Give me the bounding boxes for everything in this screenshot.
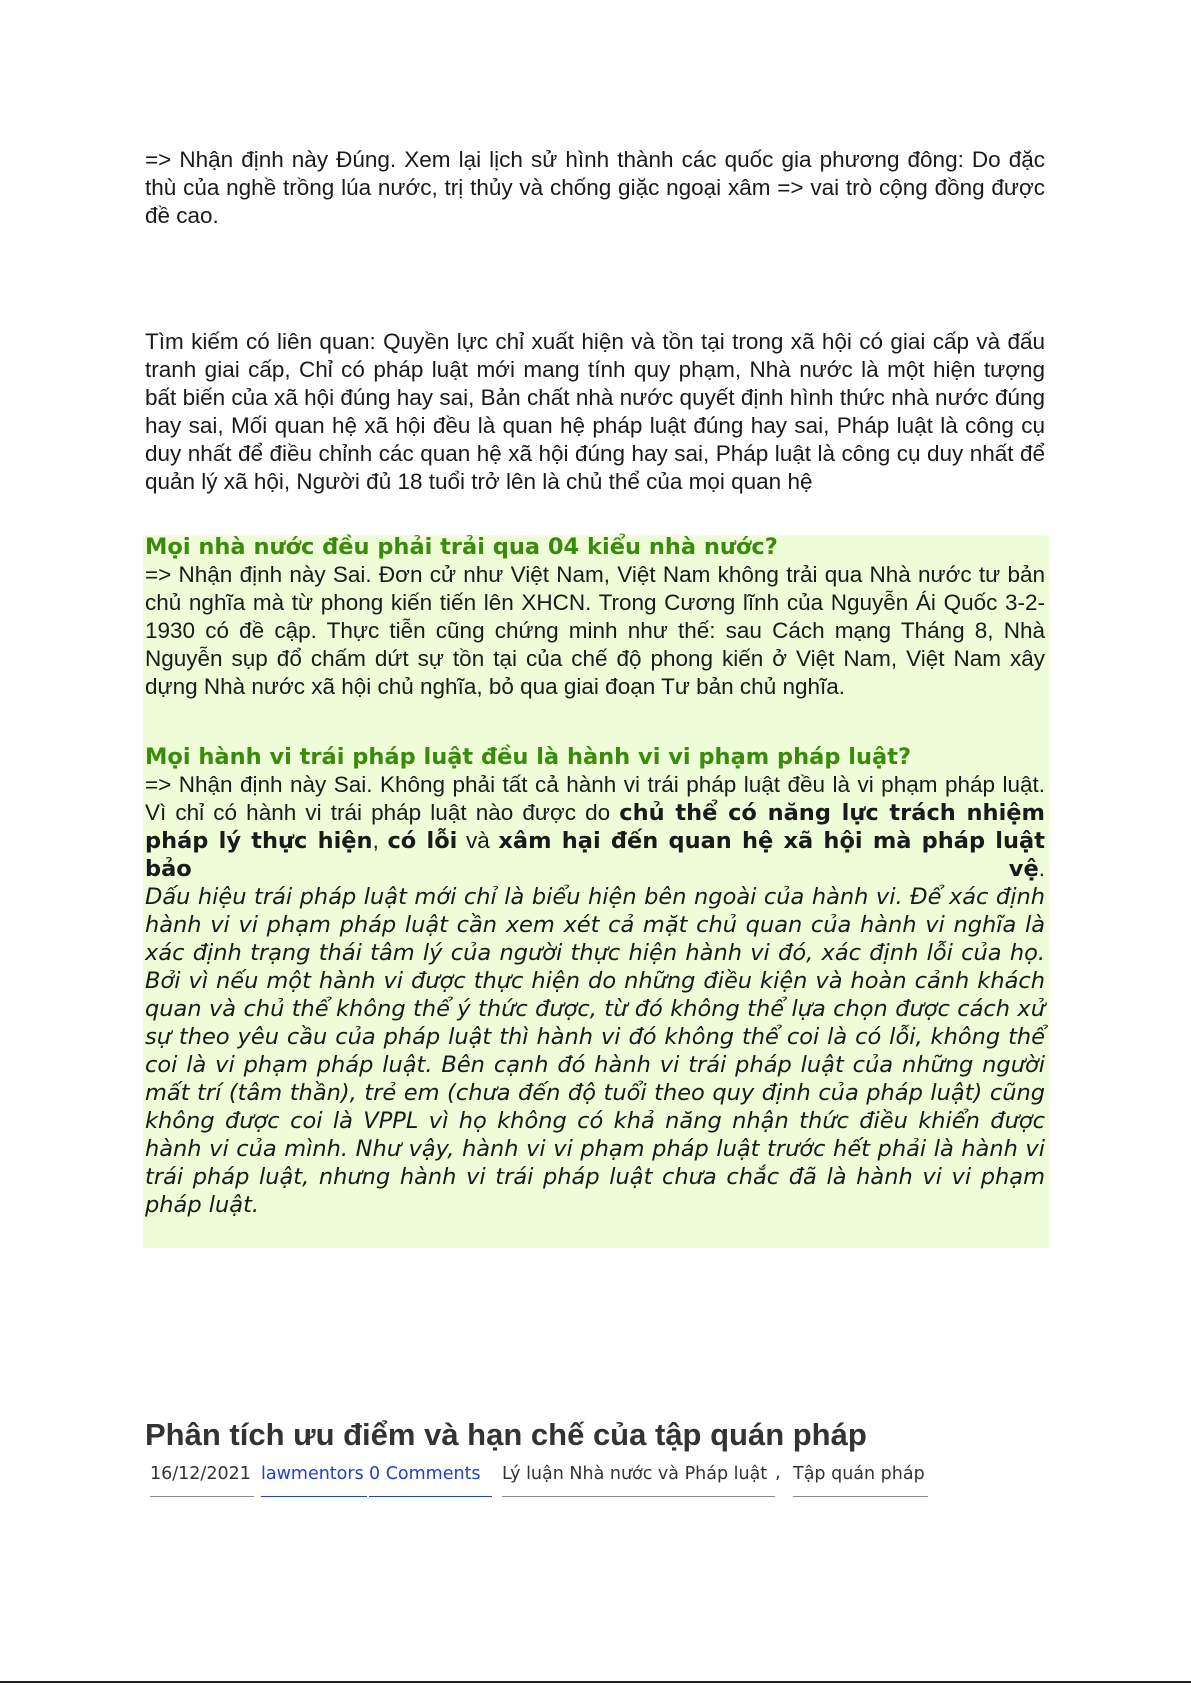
category-separator: , xyxy=(775,1462,781,1483)
question-title-1: Mọi nhà nước đều phải trải qua 04 kiểu nhà nước? xyxy=(145,534,778,560)
post-title[interactable]: Phân tích ưu điểm và hạn chế của tập quán pháp xyxy=(145,1417,867,1452)
question-title-2: Mọi hành vi trái pháp luật đều là hành vi vi phạm pháp luật? xyxy=(145,744,911,770)
post-date[interactable]: 16/12/2021 xyxy=(150,1462,254,1497)
separator-1: , xyxy=(372,828,388,853)
related-search-paragraph: Tìm kiếm có liên quan: Quyền lực chỉ xuất hiện và tồn tại trong xã hội có giai cấp và đấu tranh giai cấp, Chỉ có pháp luật mới mang tính quy phạm, Nhà nước là một hiện tượng bất biến của xã hội đúng hay sai, Bản chất nhà nước quyết định hình thức nhà nước đúng hay sai, Mối quan hệ xã hội đều là quan hệ pháp luật đúng hay sai, Pháp luật là công cụ duy nhất để điều chỉnh các quan hệ xã hội đúng hay sai, Pháp luật là công cụ duy nhất để quản lý xã hội, Người đủ 18 tuổi trở lên là chủ thể của mọi quan hệ xyxy=(145,329,1045,494)
post-category-1[interactable]: Lý luận Nhà nước và Pháp luật xyxy=(502,1462,775,1497)
post-category-2[interactable]: Tập quán pháp xyxy=(793,1462,928,1497)
author-link-text[interactable]: lawmentors xyxy=(261,1464,364,1484)
bold-criterion-3: xâm hại đến quan hệ xã hội mà pháp luật bảo vệ xyxy=(145,828,1045,882)
italic-explanation: Dấu hiệu trái pháp luật mới chỉ là biểu hiện bên ngoài của hành vi. Để xác định hành vi vi phạm pháp luật cần xem xét cả mặt chủ quan của hành vi nghĩa là xác định trạng thái tâm lý của người thực hiện hành vi đó, xác định lỗi của họ. Bởi vì nếu một hành vi được thực hiện do những điều kiện và hoàn cảnh khách quan và chủ thể không thể ý thức được, từ đó không thể lựa chọn được cách xử sự theo yêu cầu của pháp luật thì hành vi đó không thể coi là có lỗi, không thể coi là vi phạm pháp luật. Bên cạnh đó hành vi trái pháp luật của những người mất trí (tâm thần), trẻ em (chưa đến độ tuổi theo quy định của pháp luật) cũng không được coi là VPPL vì họ không có khả năng nhận thức điều khiển được hành vi của mình. Như vậy, hành vi vi phạm pháp luật trước hết phải là hành vi trái pháp luật, nhưng hành vi trái pháp luật chưa chắc đã là hành vi vi phạm pháp luật. xyxy=(145,884,1045,1218)
answer-end: . xyxy=(1038,856,1045,881)
bold-criterion-2: có lỗi xyxy=(387,828,458,854)
separator-2: và xyxy=(457,828,499,853)
answer-paragraph-1: => Nhận định này Đúng. Xem lại lịch sử hình thành các quốc gia phương đông: Do đặc thù của nghề trồng lúa nước, trị thủy và chống giặc ngoại xâm => vai trò cộng đồng được đề cao. xyxy=(145,147,1045,228)
post-author-link[interactable] xyxy=(261,1462,367,1497)
post-comments-link[interactable] xyxy=(369,1462,492,1497)
bold-criterion-1: chủ thể có năng lực trách nhiệm pháp lý thực hiện xyxy=(145,800,1045,854)
answer-intro: => Nhận định này Sai. Không phải tất cả hành vi trái pháp luật đều là vi phạm pháp luật. Vì chỉ có hành vi trái pháp luật nào được do xyxy=(145,772,1045,825)
page-bottom-rule xyxy=(0,1681,1191,1683)
question-answer-2 xyxy=(145,771,1045,883)
comments-link-text[interactable]: 0 Comments xyxy=(369,1464,481,1484)
question-answer-1: => Nhận định này Sai. Đơn cử như Việt Nam, Việt Nam không trải qua Nhà nước tư bản chủ nghĩa mà từ phong kiến tiến lên XHCN. Trong Cương lĩnh của Nguyễn Ái Quốc 3-2-1930 có đề cập. Thực tiễn cũng chứng minh như thế: sau Cách mạng Tháng 8, Nhà Nguyễn sụp đổ chấm dứt sự tồn tại của chế độ phong kiến ở Việt Nam, Việt Nam xây dựng Nhà nước xã hội chủ nghĩa, bỏ qua giai đoạn Tư bản chủ nghĩa. xyxy=(145,562,1045,699)
